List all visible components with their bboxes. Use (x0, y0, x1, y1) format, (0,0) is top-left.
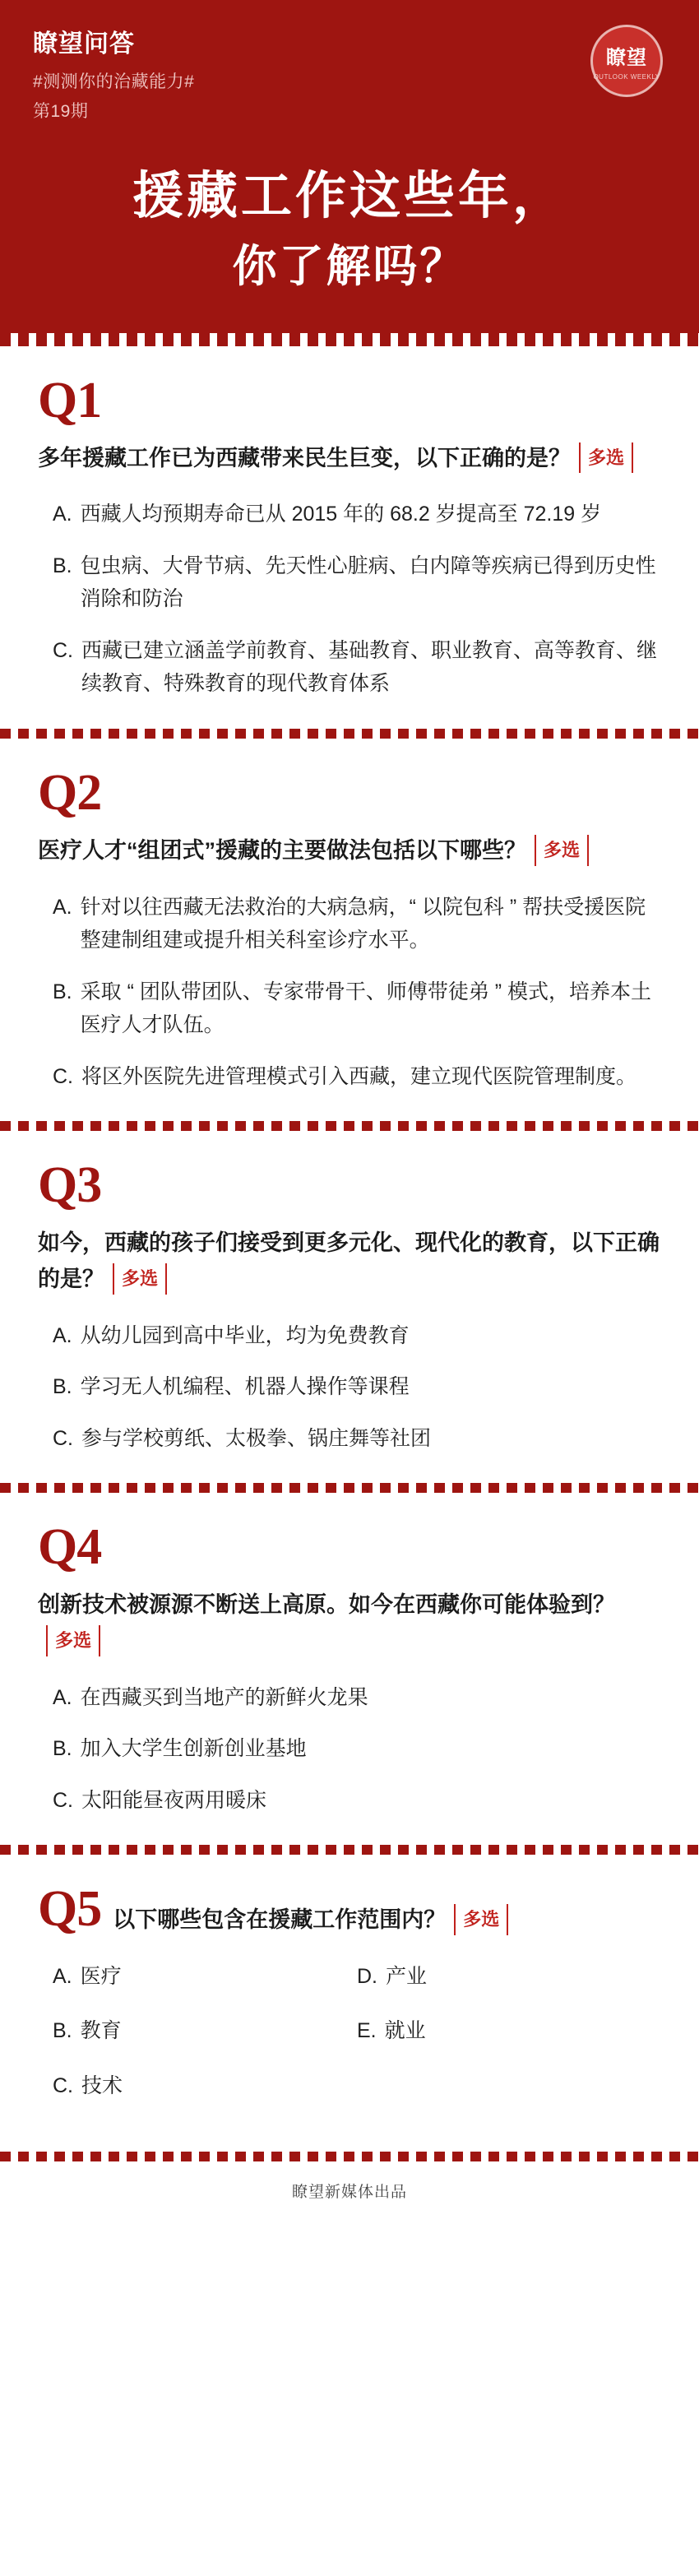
option-label: C. (53, 1426, 73, 1450)
option-text: 西藏已建立涵盖学前教育、基础教育、职业教育、高等教育、继续教育、特殊教育的现代教育体系 (81, 638, 658, 696)
option-text: 针对以往西藏无法救治的大病急病，“ 以院包科 ” 帮扶受援医院整建制组建或提升相关科室诊疗水平。 (80, 895, 646, 952)
dashed-divider-footer (0, 2152, 699, 2161)
questions-container (0, 346, 699, 2152)
option-item[interactable] (357, 2014, 661, 2048)
poster-footer (0, 2161, 699, 2226)
logo-main-text: 瞭望 (606, 47, 647, 69)
question-block (0, 1131, 699, 1483)
question-header (38, 1519, 661, 1660)
option-text: 产业 (386, 1964, 428, 1988)
option-label: C. (53, 1788, 73, 1812)
brand-title: 瞭望问答 (33, 30, 135, 58)
option-item[interactable] (53, 549, 661, 616)
option-list (38, 1319, 661, 1456)
option-text: 在西藏买到当地产的新鲜火龙果 (80, 1685, 368, 1709)
question-text (38, 426, 633, 477)
option-item[interactable] (357, 1960, 661, 1994)
option-label: B. (53, 2019, 72, 2043)
option-list (38, 891, 661, 1094)
option-item[interactable] (53, 1784, 661, 1818)
option-item[interactable] (53, 1319, 661, 1353)
option-item[interactable] (53, 975, 661, 1042)
question-text (38, 818, 589, 869)
question-number: Q4 (38, 1519, 102, 1576)
option-list (38, 1960, 661, 2124)
dashed-divider (0, 1121, 699, 1131)
question-text-value: 医疗人才“组团式”援藏的主要做法包括以下哪些？ (38, 837, 526, 863)
multi-select-badge: 多选 (535, 835, 589, 866)
option-list (38, 1681, 661, 1818)
outlook-logo-icon (590, 25, 663, 97)
footer-text: 瞭望新媒体出品 (291, 2184, 407, 2202)
option-text: 西藏人均预期寿命已从 2015 年的 68.2 岁提高至 72.19 岁 (80, 503, 602, 526)
dashed-divider (0, 1483, 699, 1493)
question-block (0, 1493, 699, 1845)
option-item[interactable] (53, 1732, 661, 1766)
option-item[interactable] (53, 634, 661, 701)
option-label: A. (53, 1964, 72, 1988)
option-label: B. (53, 980, 72, 1003)
option-label: A. (53, 1323, 72, 1347)
title-line-1: 援藏工作这些年， (132, 169, 567, 225)
dashed-divider (0, 333, 699, 346)
question-header (38, 764, 661, 869)
option-label: B. (53, 1737, 72, 1761)
option-text: 将区外医院先进管理模式引入西藏，建立现代医院管理制度。 (81, 1064, 637, 1088)
option-label: A. (53, 895, 72, 919)
option-label: B. (53, 554, 72, 577)
option-item[interactable] (53, 1681, 661, 1715)
option-text: 医疗 (80, 1964, 122, 1988)
multi-select-badge: 多选 (113, 1263, 167, 1295)
question-text (113, 1888, 508, 1939)
option-item[interactable] (53, 1960, 357, 1994)
question-number: Q1 (38, 372, 102, 429)
multi-select-badge: 多选 (46, 1625, 100, 1656)
option-label: A. (53, 1685, 72, 1709)
dashed-divider (0, 729, 699, 739)
option-label: D. (357, 1964, 377, 1988)
multi-select-badge: 多选 (454, 1904, 508, 1935)
question-text-value: 多年援藏工作已为西藏带来民生巨变，以下正确的是？ (38, 445, 571, 470)
question-number: Q2 (38, 764, 102, 821)
question-block (0, 346, 699, 729)
option-list (38, 498, 661, 701)
page-title (33, 165, 666, 295)
option-item[interactable] (53, 891, 661, 957)
option-label: C. (53, 638, 73, 662)
question-header (38, 372, 661, 477)
option-text: 包虫病、大骨节病、先天性心脏病、白内障等疾病已得到历史性消除和防治 (80, 554, 656, 611)
question-text (38, 1211, 661, 1297)
dashed-divider (0, 1845, 699, 1855)
option-text: 太阳能昼夜两用暖床 (81, 1788, 267, 1812)
option-text: 参与学校剪纸、太极拳、锅庄舞等社团 (81, 1426, 432, 1450)
option-item[interactable] (53, 498, 661, 531)
option-label: C. (53, 2073, 73, 2097)
option-item[interactable] (53, 1422, 661, 1456)
question-number: Q5 (38, 1881, 102, 1938)
option-item[interactable] (53, 1060, 661, 1094)
hashtag-label: #测测你的治藏能力# (33, 72, 195, 91)
option-item[interactable] (53, 2014, 357, 2048)
option-label: E. (357, 2019, 377, 2043)
issue-number: 第19期 (33, 102, 89, 121)
multi-select-badge: 多选 (579, 442, 633, 474)
option-text: 从幼儿园到高中毕业，均为免费教育 (80, 1323, 410, 1347)
option-text: 教育 (80, 2019, 122, 2043)
option-label: C. (53, 1064, 73, 1088)
option-label: B. (53, 1375, 72, 1399)
option-item[interactable] (53, 1370, 661, 1404)
question-block (0, 739, 699, 1121)
question-header (38, 1157, 661, 1298)
poster-header (0, 0, 699, 333)
question-number: Q3 (38, 1157, 102, 1214)
option-label: A. (53, 503, 72, 526)
option-text: 技术 (81, 2073, 123, 2097)
title-line-2: 你了解吗？ (232, 241, 467, 291)
option-text: 加入大学生创新创业基地 (80, 1737, 307, 1761)
question-block (0, 1855, 699, 2152)
question-text (38, 1573, 661, 1659)
question-header (38, 1881, 661, 1939)
option-item[interactable] (53, 2069, 357, 2103)
question-text-value: 以下哪些包含在援藏工作范围内？ (113, 1907, 447, 1933)
logo-sub-text: OUTLOOK WEEKLY (593, 73, 660, 81)
question-text-value: 如今，西藏的孩子们接受到更多元化、现代化的教育，以下正确的是？ (38, 1230, 660, 1291)
question-text-value: 创新技术被源源不断送上高原。如今在西藏你可能体验到？ (38, 1592, 615, 1618)
option-text: 就业 (384, 2019, 426, 2043)
option-text: 学习无人机编程、机器人操作等课程 (80, 1375, 410, 1399)
option-text: 采取 “ 团队带团队、专家带骨干、师傅带徒弟 ” 模式，培养本土医疗人才队伍。 (80, 980, 652, 1037)
